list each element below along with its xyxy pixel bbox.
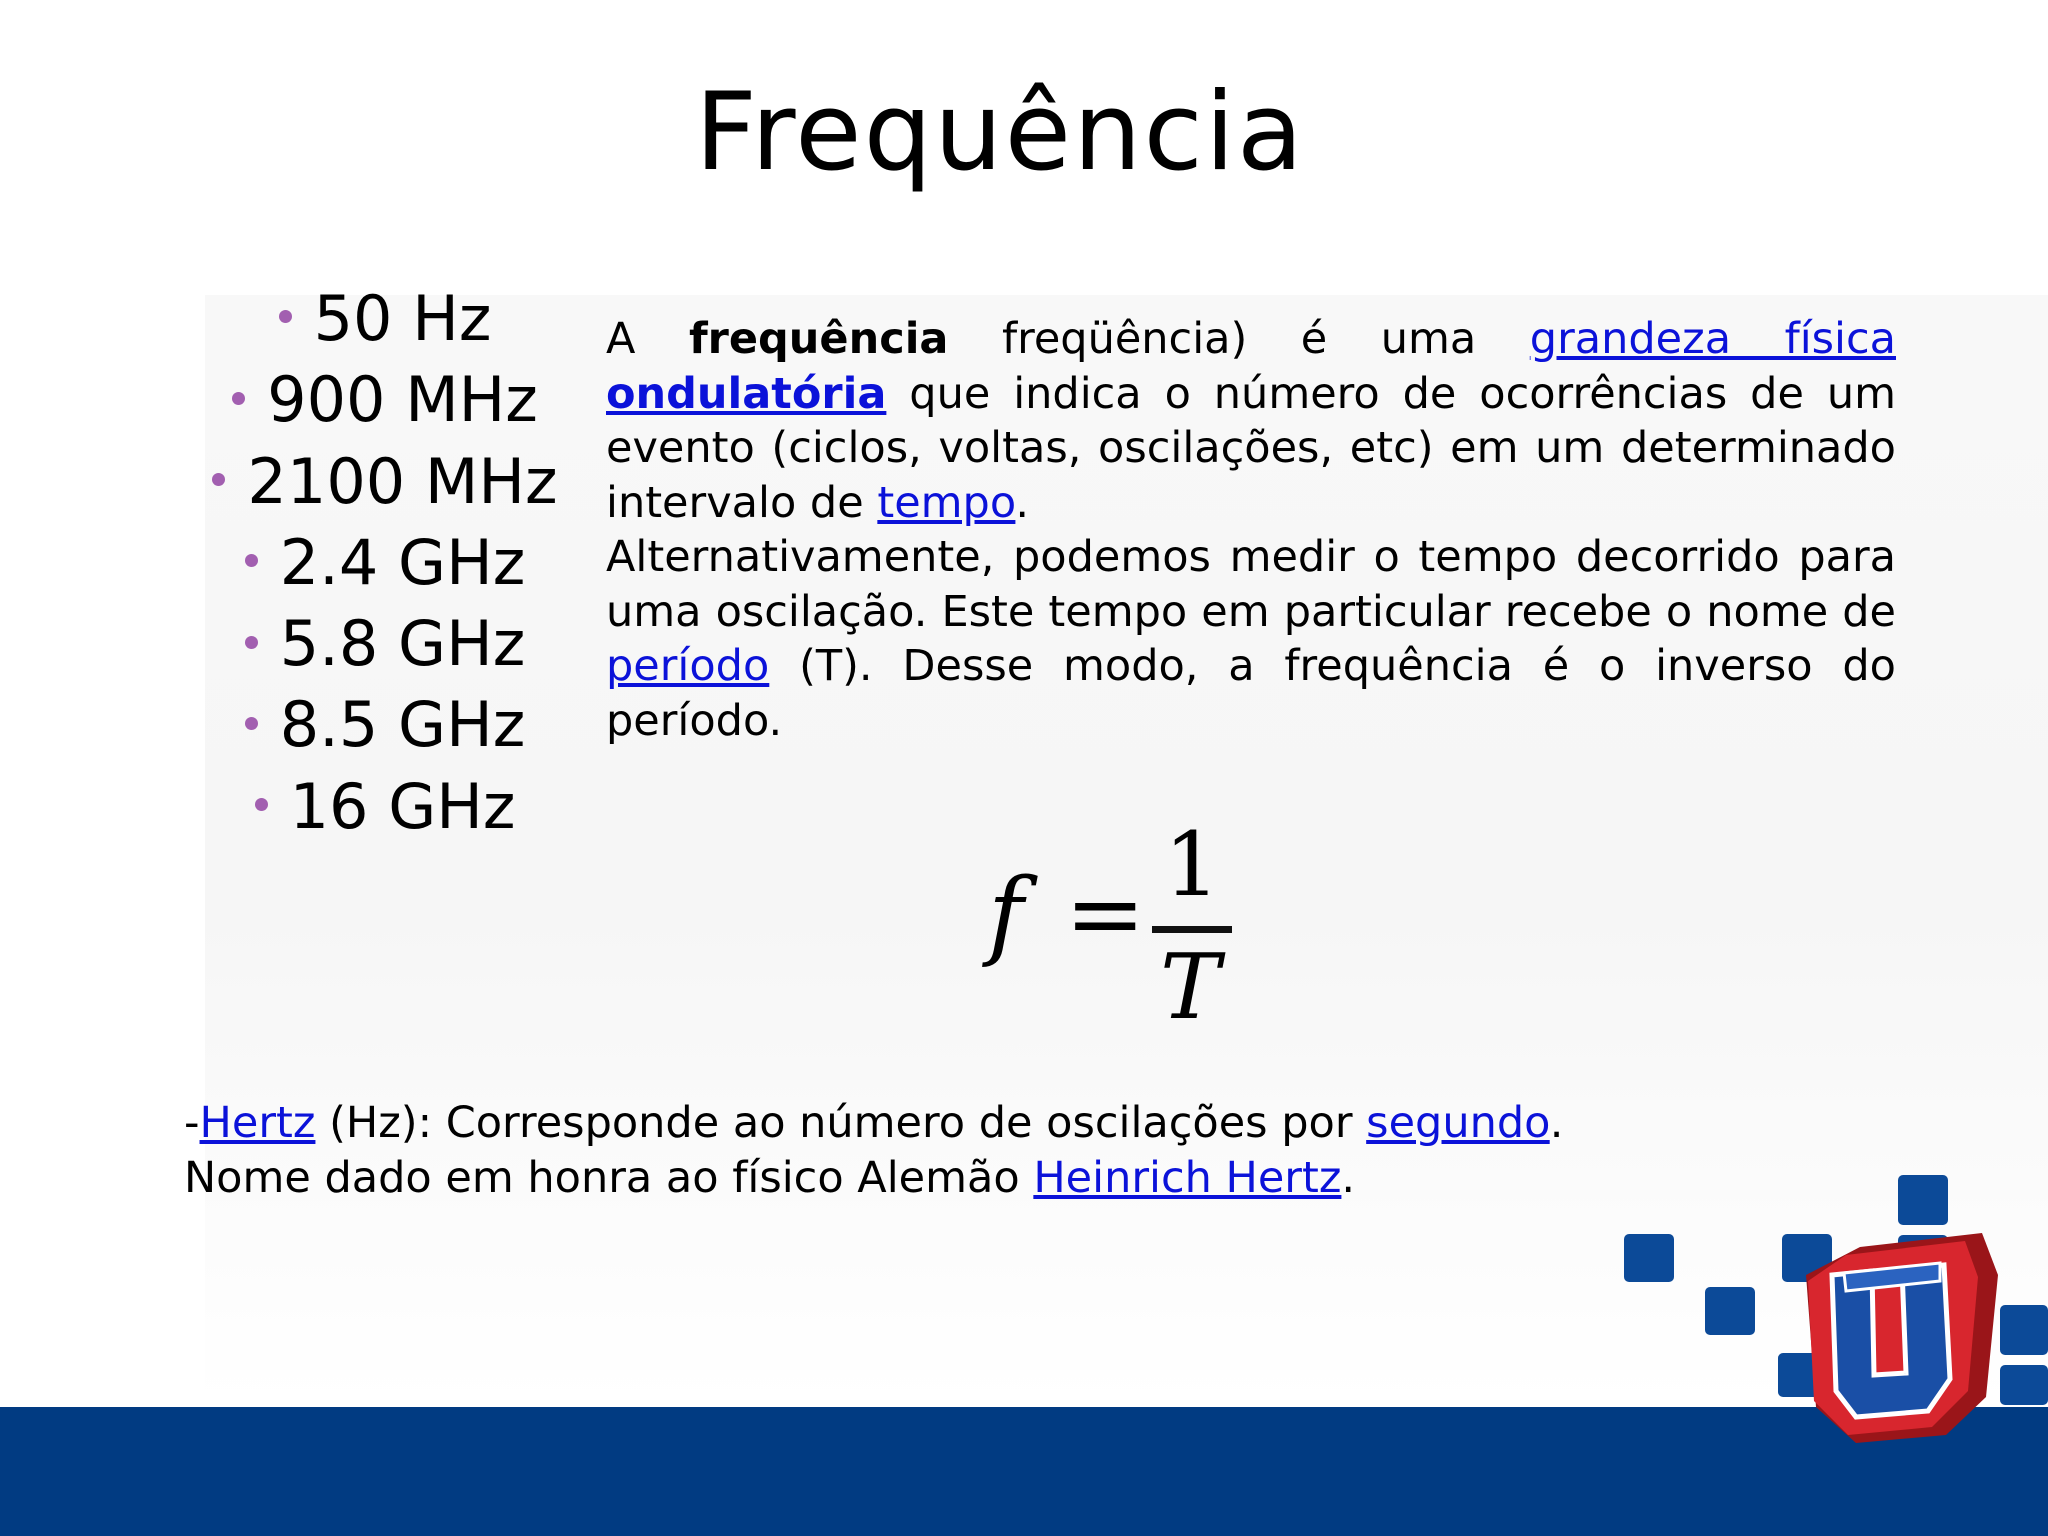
frequency-label: 2.4 GHz xyxy=(279,525,526,599)
frequency-label: 8.5 GHz xyxy=(279,688,526,762)
text-span: Nome dado em honra ao físico Alemão xyxy=(184,1153,1034,1203)
link-segundo[interactable]: segundo xyxy=(1366,1098,1550,1148)
formula-numerator: 1 xyxy=(1164,815,1220,916)
period-paragraph xyxy=(606,530,1896,748)
list-item xyxy=(170,684,600,765)
text-span: Alternativamente, podemos medir o tempo decorrido para uma oscilação. Este tempo em particular recebe o nome de xyxy=(606,532,1896,637)
bullet-icon xyxy=(279,310,292,323)
square-icon xyxy=(2000,1365,2048,1405)
frequency-list xyxy=(170,278,600,847)
link-heinrich-hertz[interactable]: Heinrich Hertz xyxy=(1033,1153,1342,1203)
list-item xyxy=(170,359,600,440)
text-span: - xyxy=(184,1098,200,1148)
definition-paragraph xyxy=(606,312,1896,530)
formula-equals: = xyxy=(1065,858,1146,970)
bullet-icon xyxy=(212,473,225,486)
square-icon xyxy=(1898,1175,1948,1225)
list-item xyxy=(170,603,600,684)
hertz-line-2 xyxy=(184,1151,1784,1206)
hertz-note xyxy=(184,1096,1784,1206)
text-span: (Hz): Corresponde ao número de oscilações por xyxy=(315,1098,1367,1148)
text-span: . xyxy=(1341,1153,1356,1203)
bold-term: frequência xyxy=(688,314,949,364)
list-item xyxy=(170,766,600,847)
bullet-icon xyxy=(245,554,258,567)
bullet-icon xyxy=(245,717,258,730)
slide-title: Frequência xyxy=(694,70,1306,195)
hertz-line-1 xyxy=(184,1096,1784,1151)
frequency-label: 900 MHz xyxy=(267,363,538,437)
text-span: (T). Desse modo, a frequência é o inverso do período. xyxy=(606,641,1896,746)
fraction-bar xyxy=(1152,926,1232,933)
text-span: . xyxy=(1015,477,1030,528)
bullet-icon xyxy=(255,798,268,811)
text-span: A xyxy=(606,314,689,364)
university-logo-icon xyxy=(1610,1165,2048,1465)
list-item xyxy=(170,441,600,522)
link-grandeza-fisica[interactable]: grandeza física xyxy=(1529,314,1896,364)
formula-denominator: T xyxy=(1159,935,1221,1030)
link-tempo[interactable]: tempo xyxy=(877,477,1016,528)
square-icon xyxy=(1624,1234,1674,1282)
square-icon xyxy=(1705,1287,1755,1335)
link-hertz[interactable]: Hertz xyxy=(199,1098,316,1148)
list-item xyxy=(170,522,600,603)
frequency-label: 5.8 GHz xyxy=(279,607,526,681)
link-ondulatoria[interactable]: ondulatória xyxy=(606,368,887,419)
text-span: freqüência) é uma xyxy=(948,314,1530,364)
frequency-label: 16 GHz xyxy=(289,769,516,843)
square-icon xyxy=(2000,1305,2048,1355)
frequency-definition xyxy=(606,312,1896,748)
text-span: que indica o número de ocorrências de um evento (ciclos, voltas, oscilações, etc) em um determinado intervalo de xyxy=(606,368,1896,528)
text-span: . xyxy=(1549,1098,1564,1148)
frequency-formula xyxy=(980,815,1280,1030)
link-periodo[interactable]: período xyxy=(606,641,770,691)
list-item xyxy=(170,278,600,359)
bullet-icon xyxy=(245,636,258,649)
formula-f: f xyxy=(988,858,1024,970)
frequency-label: 2100 MHz xyxy=(247,444,558,518)
bullet-icon xyxy=(232,392,245,405)
frequency-label: 50 Hz xyxy=(313,282,492,355)
